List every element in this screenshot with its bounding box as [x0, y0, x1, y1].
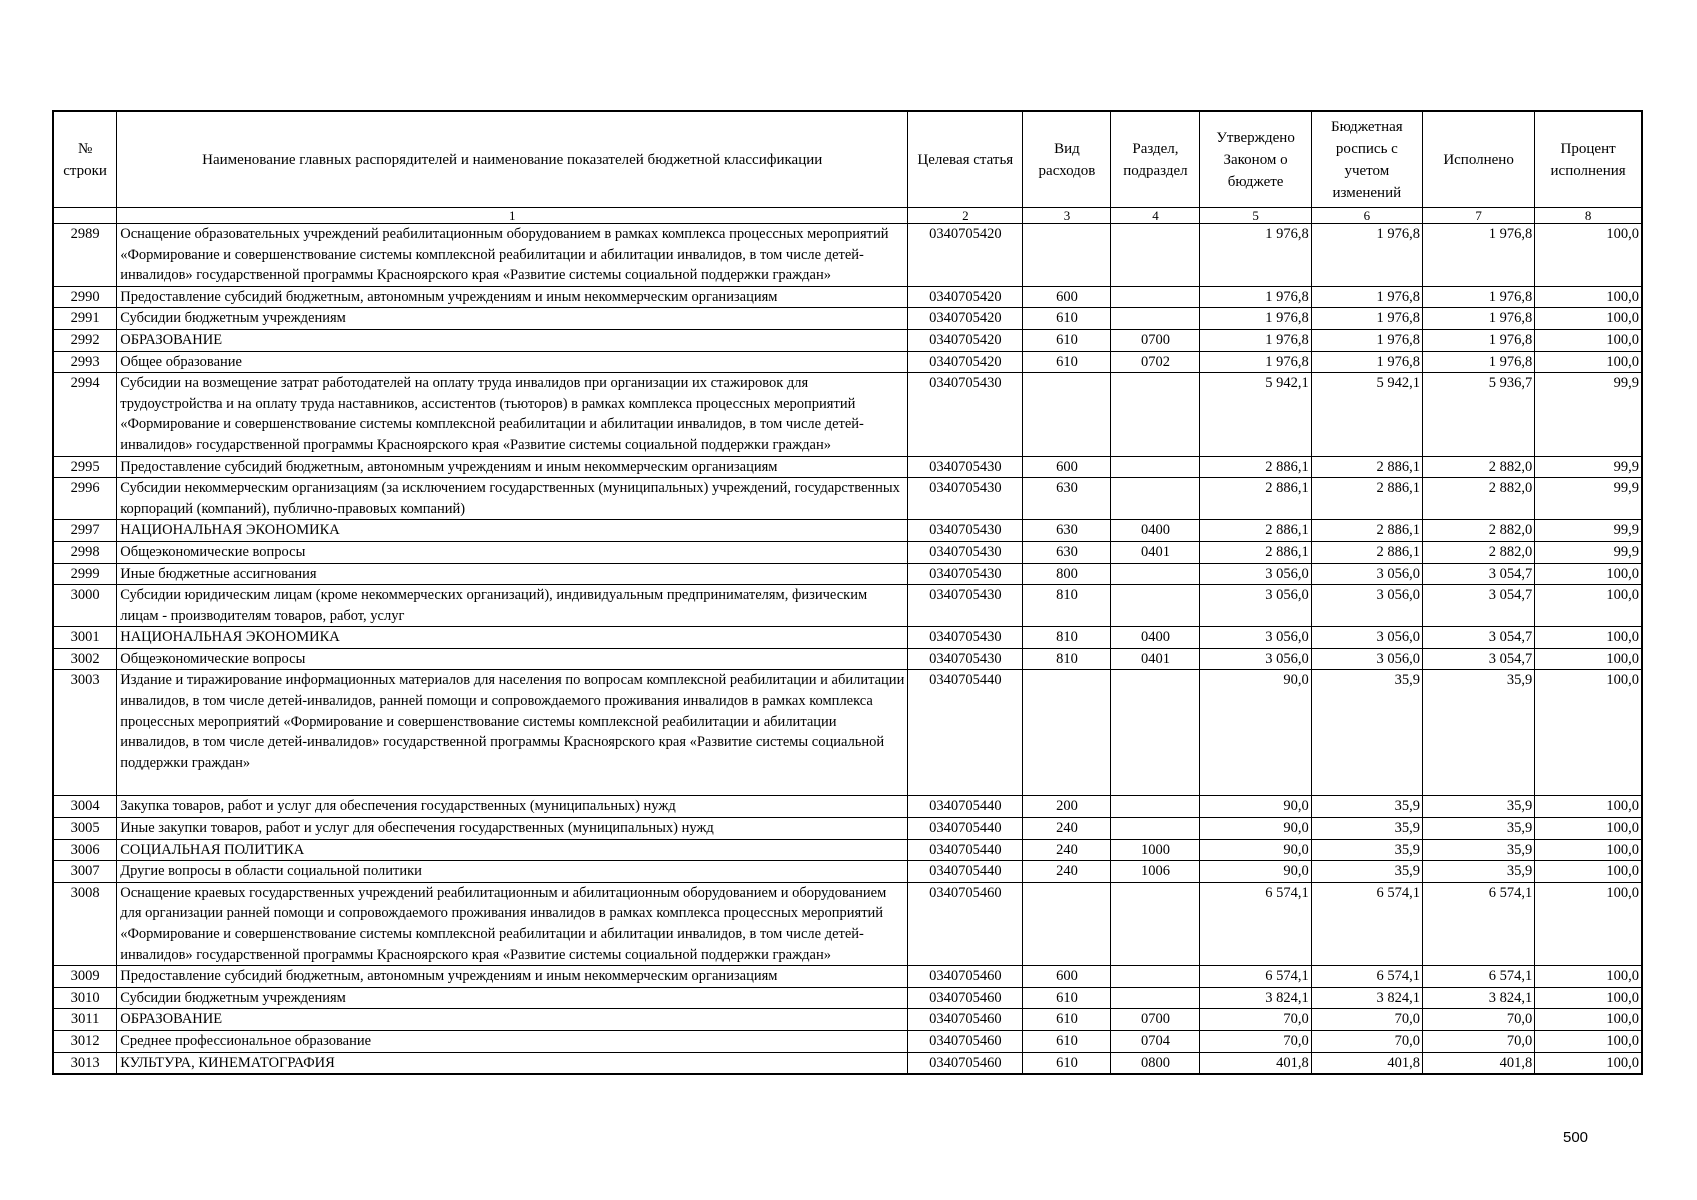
row-section: 0400 — [1111, 627, 1200, 649]
table-header-row — [53, 111, 1642, 208]
table-row — [53, 541, 1642, 563]
row-budget-schedule: 35,9 — [1311, 818, 1422, 840]
row-target-article: 0340705420 — [908, 308, 1023, 330]
row-executed: 70,0 — [1422, 1009, 1534, 1031]
row-executed: 35,9 — [1422, 796, 1534, 818]
row-number: 3001 — [53, 627, 117, 649]
row-section: 0700 — [1111, 329, 1200, 351]
row-name: Закупка товаров, работ и услуг для обеспечения государственных (муниципальных) нужд — [117, 796, 908, 818]
row-number: 2993 — [53, 351, 117, 373]
table-row — [53, 839, 1642, 861]
table-row — [53, 563, 1642, 585]
row-approved: 6 574,1 — [1200, 966, 1311, 988]
row-expense-type: 610 — [1023, 329, 1111, 351]
row-executed: 70,0 — [1422, 1030, 1534, 1052]
row-percent: 100,0 — [1535, 966, 1642, 988]
column-number: 7 — [1422, 208, 1534, 224]
row-target-article: 0340705460 — [908, 1052, 1023, 1074]
row-number: 2990 — [53, 286, 117, 308]
table-row — [53, 1030, 1642, 1052]
column-number: 8 — [1535, 208, 1642, 224]
row-percent: 100,0 — [1535, 818, 1642, 840]
row-target-article: 0340705460 — [908, 1030, 1023, 1052]
column-number: 2 — [908, 208, 1023, 224]
row-name: Предоставление субсидий бюджетным, автономным учреждениям и иным некоммерческим организациям — [117, 966, 908, 988]
row-expense-type: 630 — [1023, 478, 1111, 520]
row-executed: 2 882,0 — [1422, 541, 1534, 563]
row-number: 3004 — [53, 796, 117, 818]
row-expense-type: 610 — [1023, 1030, 1111, 1052]
table-row — [53, 456, 1642, 478]
row-budget-schedule: 3 056,0 — [1311, 563, 1422, 585]
row-budget-schedule: 2 886,1 — [1311, 520, 1422, 542]
row-expense-type: 810 — [1023, 648, 1111, 670]
row-section — [1111, 286, 1200, 308]
row-percent: 100,0 — [1535, 563, 1642, 585]
row-approved: 1 976,8 — [1200, 351, 1311, 373]
row-expense-type: 610 — [1023, 351, 1111, 373]
table-row — [53, 882, 1642, 965]
column-number: 4 — [1111, 208, 1200, 224]
row-budget-schedule: 1 976,8 — [1311, 286, 1422, 308]
row-target-article: 0340705440 — [908, 839, 1023, 861]
row-expense-type: 610 — [1023, 987, 1111, 1009]
row-percent: 100,0 — [1535, 1030, 1642, 1052]
row-number: 2997 — [53, 520, 117, 542]
row-target-article: 0340705430 — [908, 627, 1023, 649]
row-percent: 100,0 — [1535, 670, 1642, 796]
row-section: 0704 — [1111, 1030, 1200, 1052]
header-approved: Утверждено Законом о бюджете — [1200, 111, 1311, 208]
row-expense-type — [1023, 670, 1111, 796]
row-number: 2999 — [53, 563, 117, 585]
row-expense-type — [1023, 224, 1111, 287]
row-expense-type: 610 — [1023, 1052, 1111, 1074]
row-target-article: 0340705460 — [908, 882, 1023, 965]
table-row — [53, 585, 1642, 627]
row-executed: 3 054,7 — [1422, 627, 1534, 649]
row-name: Субсидии юридическим лицам (кроме некоммерческих организаций), индивидуальным предпринимателям, физическим лицам - производителям товаров, работ, услуг — [117, 585, 908, 627]
row-executed: 3 054,7 — [1422, 648, 1534, 670]
row-section: 0400 — [1111, 520, 1200, 542]
table-row — [53, 224, 1642, 287]
budget-report-sheet — [52, 110, 1643, 1075]
column-number: 1 — [117, 208, 908, 224]
row-executed: 1 976,8 — [1422, 329, 1534, 351]
row-number: 3002 — [53, 648, 117, 670]
row-budget-schedule: 3 056,0 — [1311, 627, 1422, 649]
row-executed: 5 936,7 — [1422, 373, 1534, 456]
table-row — [53, 351, 1642, 373]
row-executed: 1 976,8 — [1422, 308, 1534, 330]
header-section: Раздел, подраздел — [1111, 111, 1200, 208]
table-row — [53, 966, 1642, 988]
row-number: 2992 — [53, 329, 117, 351]
row-percent: 100,0 — [1535, 224, 1642, 287]
row-expense-type: 600 — [1023, 286, 1111, 308]
row-percent: 99,9 — [1535, 478, 1642, 520]
row-executed: 6 574,1 — [1422, 882, 1534, 965]
row-approved: 70,0 — [1200, 1030, 1311, 1052]
row-number: 3008 — [53, 882, 117, 965]
row-number: 2989 — [53, 224, 117, 287]
table-row — [53, 308, 1642, 330]
row-target-article: 0340705440 — [908, 861, 1023, 883]
row-number: 3007 — [53, 861, 117, 883]
row-section — [1111, 456, 1200, 478]
row-target-article: 0340705460 — [908, 1009, 1023, 1031]
row-percent: 100,0 — [1535, 1009, 1642, 1031]
row-budget-schedule: 2 886,1 — [1311, 541, 1422, 563]
row-percent: 100,0 — [1535, 1052, 1642, 1074]
row-target-article: 0340705460 — [908, 987, 1023, 1009]
row-section — [1111, 818, 1200, 840]
row-number: 2994 — [53, 373, 117, 456]
row-percent: 100,0 — [1535, 796, 1642, 818]
header-name: Наименование главных распорядителей и наименование показателей бюджетной классификации — [117, 111, 908, 208]
row-approved: 6 574,1 — [1200, 882, 1311, 965]
header-percent: Процент исполнения — [1535, 111, 1642, 208]
row-section — [1111, 585, 1200, 627]
row-budget-schedule: 35,9 — [1311, 839, 1422, 861]
row-budget-schedule: 1 976,8 — [1311, 351, 1422, 373]
row-number: 3012 — [53, 1030, 117, 1052]
row-number: 3005 — [53, 818, 117, 840]
row-approved: 3 056,0 — [1200, 563, 1311, 585]
row-section — [1111, 373, 1200, 456]
row-percent: 100,0 — [1535, 627, 1642, 649]
row-name: НАЦИОНАЛЬНАЯ ЭКОНОМИКА — [117, 520, 908, 542]
row-section: 0401 — [1111, 648, 1200, 670]
row-executed: 2 882,0 — [1422, 478, 1534, 520]
row-section — [1111, 796, 1200, 818]
row-percent: 100,0 — [1535, 648, 1642, 670]
row-section: 1006 — [1111, 861, 1200, 883]
row-expense-type: 600 — [1023, 456, 1111, 478]
row-budget-schedule: 2 886,1 — [1311, 478, 1422, 520]
row-budget-schedule: 3 824,1 — [1311, 987, 1422, 1009]
table-row — [53, 373, 1642, 456]
row-expense-type — [1023, 373, 1111, 456]
row-target-article: 0340705420 — [908, 224, 1023, 287]
row-name: Общеэкономические вопросы — [117, 648, 908, 670]
table-row — [53, 627, 1642, 649]
row-section: 0800 — [1111, 1052, 1200, 1074]
row-name: НАЦИОНАЛЬНАЯ ЭКОНОМИКА — [117, 627, 908, 649]
row-percent: 100,0 — [1535, 839, 1642, 861]
row-target-article: 0340705420 — [908, 286, 1023, 308]
row-name: Субсидии на возмещение затрат работодателей на оплату труда инвалидов при организации их стажировок для трудоустройства и на оплату труда наставников, ассистентов (тьюторов) в рамках комплекса процессных мероприятий «Формирование и совершенствование системы комплексной реабилитации и абилитации инвалидов, в том числе детей-инвалидов» государственной программы Красноярского края «Развитие системы социальной поддержки граждан» — [117, 373, 908, 456]
row-executed: 35,9 — [1422, 861, 1534, 883]
row-budget-schedule: 5 942,1 — [1311, 373, 1422, 456]
row-section — [1111, 987, 1200, 1009]
row-expense-type: 800 — [1023, 563, 1111, 585]
row-number: 3013 — [53, 1052, 117, 1074]
column-number-row — [53, 208, 1642, 224]
table-row — [53, 1052, 1642, 1074]
row-target-article: 0340705420 — [908, 351, 1023, 373]
row-executed: 1 976,8 — [1422, 351, 1534, 373]
row-section — [1111, 882, 1200, 965]
row-percent: 100,0 — [1535, 585, 1642, 627]
row-expense-type: 630 — [1023, 541, 1111, 563]
row-approved: 5 942,1 — [1200, 373, 1311, 456]
column-number: 5 — [1200, 208, 1311, 224]
row-executed: 35,9 — [1422, 839, 1534, 861]
row-name: Общеэкономические вопросы — [117, 541, 908, 563]
row-number: 3000 — [53, 585, 117, 627]
row-name: Субсидии бюджетным учреждениям — [117, 987, 908, 1009]
row-number: 2998 — [53, 541, 117, 563]
row-target-article: 0340705430 — [908, 563, 1023, 585]
row-approved: 90,0 — [1200, 861, 1311, 883]
row-approved: 3 056,0 — [1200, 648, 1311, 670]
row-percent: 100,0 — [1535, 286, 1642, 308]
row-target-article: 0340705440 — [908, 796, 1023, 818]
row-section — [1111, 224, 1200, 287]
row-number: 3006 — [53, 839, 117, 861]
row-approved: 2 886,1 — [1200, 478, 1311, 520]
row-budget-schedule: 70,0 — [1311, 1030, 1422, 1052]
row-target-article: 0340705430 — [908, 373, 1023, 456]
row-section — [1111, 563, 1200, 585]
row-budget-schedule: 3 056,0 — [1311, 585, 1422, 627]
row-target-article: 0340705460 — [908, 966, 1023, 988]
row-budget-schedule: 1 976,8 — [1311, 224, 1422, 287]
table-body — [53, 224, 1642, 1075]
table-row — [53, 478, 1642, 520]
row-number: 3003 — [53, 670, 117, 796]
row-section — [1111, 966, 1200, 988]
row-section: 0401 — [1111, 541, 1200, 563]
row-executed: 3 054,7 — [1422, 585, 1534, 627]
row-approved: 1 976,8 — [1200, 308, 1311, 330]
row-percent: 99,9 — [1535, 520, 1642, 542]
row-name: Общее образование — [117, 351, 908, 373]
row-approved: 1 976,8 — [1200, 286, 1311, 308]
row-percent: 100,0 — [1535, 861, 1642, 883]
row-name: Среднее профессиональное образование — [117, 1030, 908, 1052]
row-expense-type: 240 — [1023, 818, 1111, 840]
row-target-article: 0340705440 — [908, 818, 1023, 840]
row-approved: 401,8 — [1200, 1052, 1311, 1074]
table-row — [53, 1009, 1642, 1031]
row-name: Субсидии некоммерческим организациям (за исключением государственных (муниципальных) учреждений, государственных корпораций (компаний), публично-правовых компаний) — [117, 478, 908, 520]
column-number: 3 — [1023, 208, 1111, 224]
row-approved: 70,0 — [1200, 1009, 1311, 1031]
row-section: 1000 — [1111, 839, 1200, 861]
row-budget-schedule: 2 886,1 — [1311, 456, 1422, 478]
row-approved: 90,0 — [1200, 670, 1311, 796]
row-number: 2991 — [53, 308, 117, 330]
row-target-article: 0340705430 — [908, 585, 1023, 627]
row-budget-schedule: 1 976,8 — [1311, 308, 1422, 330]
row-executed: 2 882,0 — [1422, 520, 1534, 542]
row-budget-schedule: 401,8 — [1311, 1052, 1422, 1074]
row-target-article: 0340705430 — [908, 541, 1023, 563]
row-percent: 100,0 — [1535, 351, 1642, 373]
row-target-article: 0340705430 — [908, 520, 1023, 542]
table-row — [53, 286, 1642, 308]
row-section: 0702 — [1111, 351, 1200, 373]
row-expense-type: 810 — [1023, 585, 1111, 627]
row-approved: 2 886,1 — [1200, 520, 1311, 542]
row-percent: 100,0 — [1535, 329, 1642, 351]
row-executed: 1 976,8 — [1422, 224, 1534, 287]
row-approved: 3 056,0 — [1200, 585, 1311, 627]
row-approved: 90,0 — [1200, 818, 1311, 840]
row-expense-type: 630 — [1023, 520, 1111, 542]
row-budget-schedule: 35,9 — [1311, 670, 1422, 796]
row-expense-type: 600 — [1023, 966, 1111, 988]
row-name: Другие вопросы в области социальной политики — [117, 861, 908, 883]
row-expense-type: 200 — [1023, 796, 1111, 818]
row-number: 3010 — [53, 987, 117, 1009]
row-name: Издание и тиражирование информационных материалов для населения по вопросам комплексной реабилитации и абилитации инвалидов, в том числе детей-инвалидов, ранней помощи и сопровождаемого проживания инвалидов в рамках комплекса процессных мероприятий «Формирование и совершенствование системы комплексной реабилитации и абилитации инвалидов, в том числе детей-инвалидов» государственной программы Красноярского края «Развитие системы социальной поддержки граждан» — [117, 670, 908, 796]
row-name: Субсидии бюджетным учреждениям — [117, 308, 908, 330]
table-row — [53, 329, 1642, 351]
row-approved: 90,0 — [1200, 839, 1311, 861]
row-name: Предоставление субсидий бюджетным, автономным учреждениям и иным некоммерческим организациям — [117, 286, 908, 308]
row-name: Оснащение образовательных учреждений реабилитационным оборудованием в рамках комплекса процессных мероприятий «Формирование и совершенствование системы комплексной реабилитации и абилитации инвалидов, в том числе детей-инвалидов» государственной программы Красноярского края «Развитие системы социальной поддержки граждан» — [117, 224, 908, 287]
table-row — [53, 520, 1642, 542]
row-name: Иные бюджетные ассигнования — [117, 563, 908, 585]
row-percent: 100,0 — [1535, 308, 1642, 330]
row-approved: 1 976,8 — [1200, 224, 1311, 287]
table-row — [53, 818, 1642, 840]
row-budget-schedule: 70,0 — [1311, 1009, 1422, 1031]
row-expense-type: 610 — [1023, 1009, 1111, 1031]
row-budget-schedule: 35,9 — [1311, 861, 1422, 883]
row-expense-type: 240 — [1023, 861, 1111, 883]
row-section — [1111, 478, 1200, 520]
row-approved: 1 976,8 — [1200, 329, 1311, 351]
row-expense-type: 240 — [1023, 839, 1111, 861]
row-percent: 100,0 — [1535, 882, 1642, 965]
row-expense-type — [1023, 882, 1111, 965]
row-section — [1111, 308, 1200, 330]
row-name: ОБРАЗОВАНИЕ — [117, 329, 908, 351]
row-target-article: 0340705440 — [908, 670, 1023, 796]
row-name: Оснащение краевых государственных учреждений реабилитационным и абилитационным оборудованием и оборудованием для организации ранней помощи и сопровождаемого проживания инвалидов в рамках комплекса процессных мероприятий «Формирование и совершенствование системы комплексной реабилитации и абилитации инвалидов, в том числе детей-инвалидов» государственной программы Красноярского края «Развитие системы социальной поддержки граждан» — [117, 882, 908, 965]
row-percent: 100,0 — [1535, 987, 1642, 1009]
page-number: 500 — [1563, 1129, 1589, 1146]
row-percent: 99,9 — [1535, 456, 1642, 478]
row-target-article: 0340705420 — [908, 329, 1023, 351]
row-approved: 3 056,0 — [1200, 627, 1311, 649]
row-section — [1111, 670, 1200, 796]
row-executed: 1 976,8 — [1422, 286, 1534, 308]
row-expense-type: 810 — [1023, 627, 1111, 649]
row-budget-schedule: 6 574,1 — [1311, 966, 1422, 988]
row-target-article: 0340705430 — [908, 648, 1023, 670]
budget-table — [52, 110, 1643, 1075]
column-number: 6 — [1311, 208, 1422, 224]
row-approved: 3 824,1 — [1200, 987, 1311, 1009]
row-name: СОЦИАЛЬНАЯ ПОЛИТИКА — [117, 839, 908, 861]
row-expense-type: 610 — [1023, 308, 1111, 330]
row-budget-schedule: 3 056,0 — [1311, 648, 1422, 670]
row-name: ОБРАЗОВАНИЕ — [117, 1009, 908, 1031]
row-section: 0700 — [1111, 1009, 1200, 1031]
row-name: Иные закупки товаров, работ и услуг для обеспечения государственных (муниципальных) нужд — [117, 818, 908, 840]
row-name: Предоставление субсидий бюджетным, автономным учреждениям и иным некоммерческим организациям — [117, 456, 908, 478]
table-row — [53, 861, 1642, 883]
row-percent: 99,9 — [1535, 373, 1642, 456]
row-number: 3009 — [53, 966, 117, 988]
row-percent: 99,9 — [1535, 541, 1642, 563]
table-row — [53, 987, 1642, 1009]
row-executed: 3 054,7 — [1422, 563, 1534, 585]
row-executed: 35,9 — [1422, 670, 1534, 796]
column-number-blank — [53, 208, 117, 224]
row-number: 2995 — [53, 456, 117, 478]
header-expense-type: Вид расходов — [1023, 111, 1111, 208]
header-target-article: Целевая статья — [908, 111, 1023, 208]
row-approved: 2 886,1 — [1200, 541, 1311, 563]
row-target-article: 0340705430 — [908, 456, 1023, 478]
row-approved: 2 886,1 — [1200, 456, 1311, 478]
row-executed: 2 882,0 — [1422, 456, 1534, 478]
row-approved: 90,0 — [1200, 796, 1311, 818]
header-executed: Исполнено — [1422, 111, 1534, 208]
table-row — [53, 796, 1642, 818]
table-row — [53, 648, 1642, 670]
row-number: 3011 — [53, 1009, 117, 1031]
row-number: 2996 — [53, 478, 117, 520]
row-executed: 3 824,1 — [1422, 987, 1534, 1009]
row-name: КУЛЬТУРА, КИНЕМАТОГРАФИЯ — [117, 1052, 908, 1074]
row-budget-schedule: 1 976,8 — [1311, 329, 1422, 351]
row-budget-schedule: 6 574,1 — [1311, 882, 1422, 965]
row-executed: 401,8 — [1422, 1052, 1534, 1074]
header-budget-schedule: Бюджетная роспись с учетом изменений — [1311, 111, 1422, 208]
row-executed: 35,9 — [1422, 818, 1534, 840]
header-row-number: № строки — [53, 111, 117, 208]
row-budget-schedule: 35,9 — [1311, 796, 1422, 818]
row-executed: 6 574,1 — [1422, 966, 1534, 988]
row-target-article: 0340705430 — [908, 478, 1023, 520]
table-row — [53, 670, 1642, 796]
